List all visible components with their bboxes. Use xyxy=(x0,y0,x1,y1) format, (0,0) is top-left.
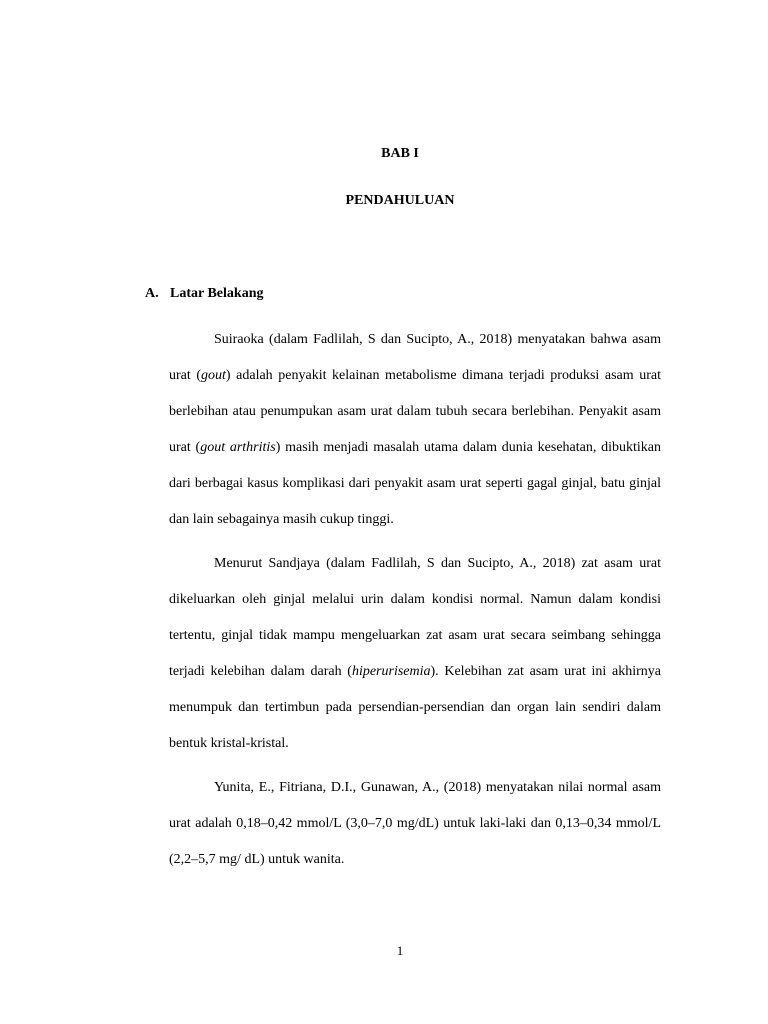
paragraph-1-term-gout: gout xyxy=(201,368,226,383)
section-marker: A. xyxy=(145,286,159,301)
page-number: 1 xyxy=(396,943,404,958)
paragraph-1-text-1: Suiraoka (dalam Fadlilah, S dan Sucipto, A., 2018) menyatakan bahwa asam urat ( xyxy=(169,332,661,383)
paragraph-1 xyxy=(169,322,661,538)
paragraph-3-text-1: Yunita, E., Fitriana, D.I., Gunawan, A., (2018) menyatakan nilai normal asam urat adalah 0,18–0,42 mmol/L (3,0–7,0 mg/dL) untuk laki-laki dan 0,13–0,34 mmol/L (2,2–5,7 mg/ dL) untuk wanita. xyxy=(169,780,661,867)
paragraph-2 xyxy=(169,546,661,762)
paragraph-2-term-hiperurisemia: hiperurisemia xyxy=(351,664,431,679)
section-title: Latar Belakang xyxy=(170,286,264,301)
section-heading xyxy=(145,286,263,302)
paragraph-3 xyxy=(169,770,661,878)
paragraph-1-term-gout-arthritis: gout arthritis xyxy=(200,440,276,455)
chapter-title: PENDAHULUAN xyxy=(345,193,455,208)
paragraph-1-text-3: ) masih menjadi masalah utama dalam dunia kesehatan, dibuktikan dari berbagai kasus komplikasi dari penyakit asam urat seperti gagal ginjal, batu ginjal dan lain sebagainya masih cukup tinggi. xyxy=(169,440,661,527)
chapter-number: BAB I xyxy=(381,146,419,161)
paragraph-2-text-1: Menurut Sandjaya (dalam Fadlilah, S dan Sucipto, A., 2018) zat asam urat dikeluarkan oleh ginjal melalui urin dalam kondisi normal. Namun dalam kondisi tertentu, ginjal tidak mampu mengeluarkan zat asam urat secara seimbang sehingga terjadi kelebihan dalam darah ( xyxy=(169,556,661,679)
paragraph-2-text-2: ). Kelebihan zat asam urat ini akhirnya menumpuk dan tertimbun pada persendian-persendian dan organ lain sendiri dalam bentuk kristal-kristal. xyxy=(169,664,661,751)
paragraph-1-text-2: ) adalah penyakit kelainan metabolisme dimana terjadi produksi asam urat berlebihan atau penumpukan asam urat dalam tubuh secara berlebihan. Penyakit asam urat ( xyxy=(169,368,661,455)
